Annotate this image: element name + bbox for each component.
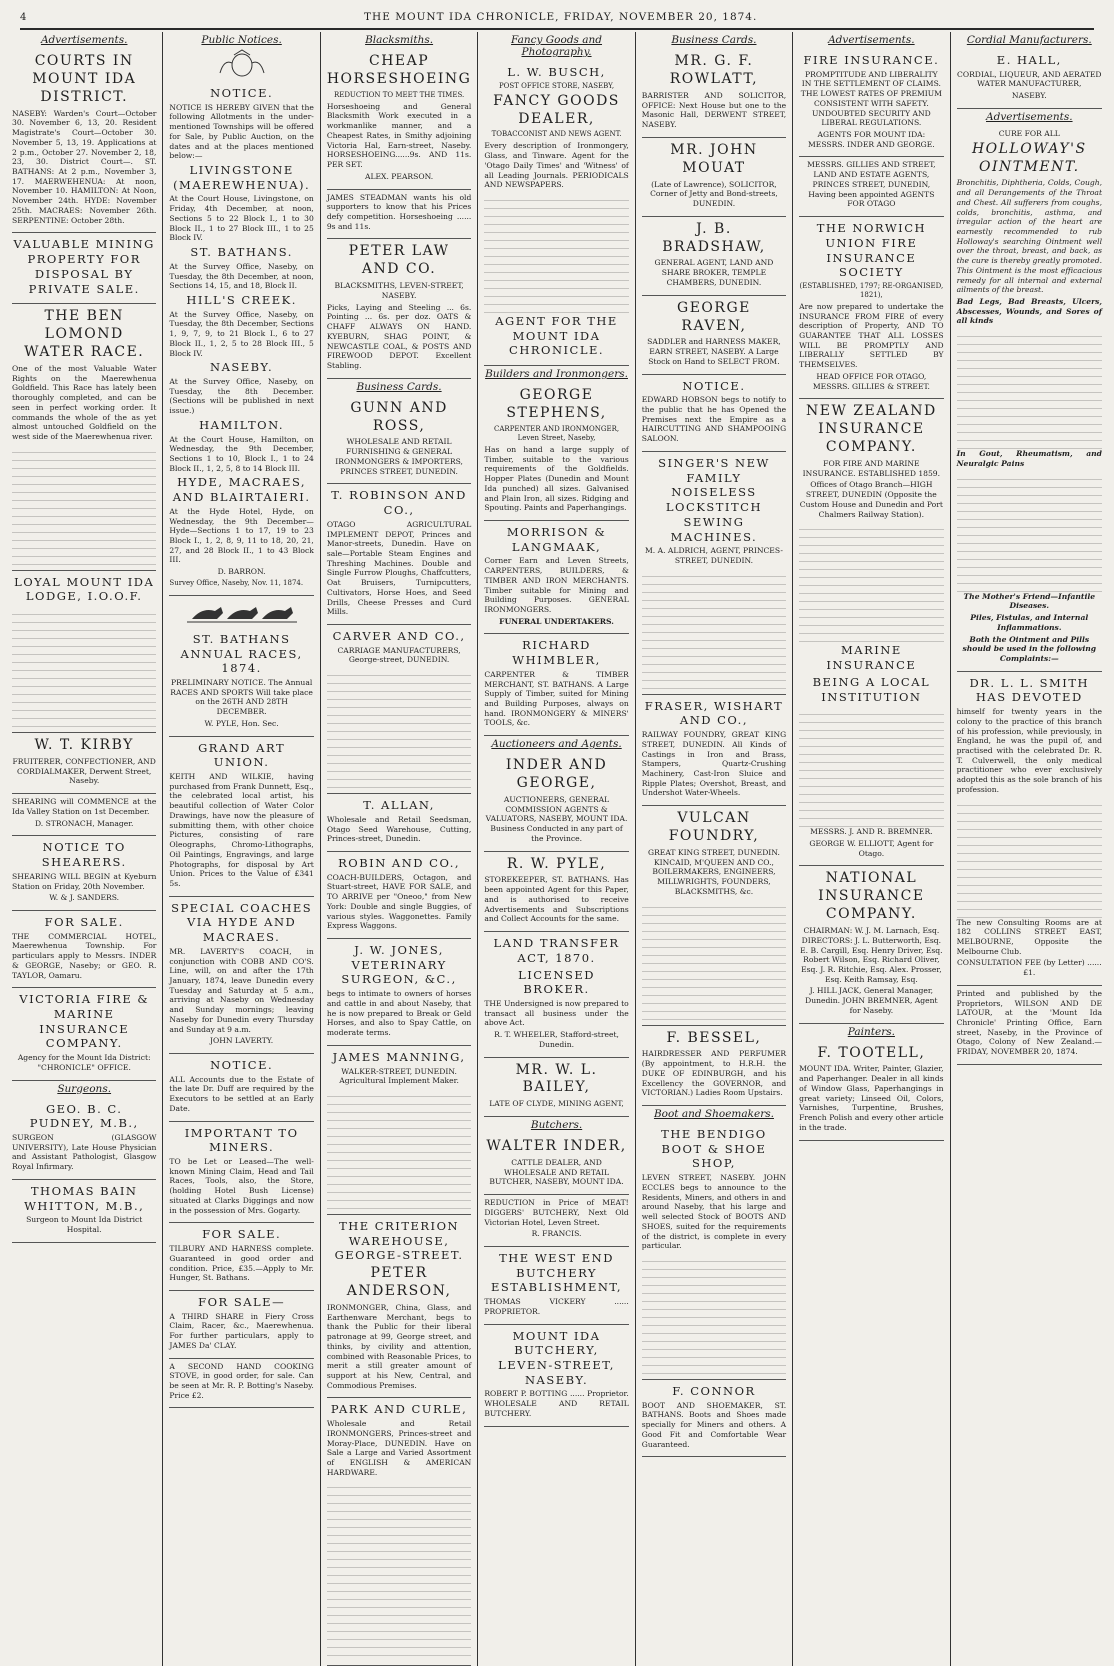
land-transfer-ad: [484, 932, 628, 1057]
ad-heading: J. W. JONES, VETERINARY SURGEON, &C.,: [341, 943, 457, 987]
ad-body: At the Court House, Hamilton, on Wednesday, the 9th December, Sections 1 to 10, Block I., 1 to 24 Block II., 1, 2, 5, 8 to 14 Block III.: [169, 434, 314, 473]
ad-heading: E. HALL,: [996, 53, 1062, 67]
nz-insurance-ad: [799, 399, 943, 866]
ad-signature: THOMAS VICKERY ...... PROPRIETOR.: [484, 1297, 629, 1316]
sub-heading: HAMILTON.: [199, 417, 285, 432]
ad-subheading: REDUCTION TO MEET THE TIMES.: [333, 90, 465, 99]
ad-heading: T. ALLAN,: [363, 798, 435, 813]
ad-body: Every description of Ironmongery, Glass, and Tinware. Agent for the 'Otago Daily Times' and 'Witness' of all Leading Journals. PERIODICALS AND NEWSPAPERS.: [484, 141, 629, 190]
ad-heading: FOR SALE.: [202, 1227, 282, 1242]
section-heading: Public Notices.: [201, 34, 282, 46]
ad-heading: JAMES MANNING,: [332, 1049, 466, 1064]
ad-body: OTAGO AGRICULTURAL IMPLEMENT DEPOT, Princes and Manor-streets, Dunedin. Have on sale—Portable Steam Engines and Threshing Machines. Double and Single Furrow Ploughs, Chaffcutters, Oat Bruisers, Turnipcutters, Cultivators, Horse Hoes, and Seed Drills, Cheese Presses and Curd Mills.: [326, 519, 472, 617]
ad-heading: GEORGE STEPHENS,: [506, 387, 607, 422]
column-7: [951, 32, 1108, 1666]
text-lines: [957, 329, 1102, 449]
stephens-ad: [484, 383, 628, 521]
ad-body: Bronchitis, Diphtheria, Colds, Cough, and all Derangements of the Throat and Chest. All sufferers from coughs, colds, bronchitis, asthma, and irregular action of the heart are earnestly recommended to rub Holloway's searching Ointment well over the throat, breast, and back, as the cure is thereby greatly promoted. This Ointment is the most efficacious remedy for all internal and external ailments of the breast.: [956, 178, 1102, 295]
coaches-ad: [169, 897, 313, 1054]
ad-subheading: Piles, Fistulas, and Internal Inflammations.: [970, 613, 1089, 632]
ad-subheading: The Mother's Friend—Infantile Diseases.: [963, 591, 1096, 611]
hotel-for-sale-ad: [12, 911, 156, 988]
ad-subheading: Both the Ointment and Pills should be used in the following Complaints:—: [962, 634, 1097, 663]
ad-subheading: In Gout, Rheumatism, and Neuralgic Pains: [956, 449, 1102, 468]
text-lines: [12, 445, 156, 565]
courts-ad: [12, 49, 156, 233]
ad-signature: W. PYLE, Hon. Sec.: [204, 718, 279, 728]
hall-cordial-ad: [957, 49, 1102, 109]
ad-body: CARRIAGE MANUFACTURERS, George-street, DUNEDIN.: [337, 645, 461, 665]
ad-heading: THE WEST END BUTCHERY ESTABLISHMENT,: [491, 1251, 623, 1295]
morrison-ad: [484, 521, 628, 634]
ad-heading: THE CRITERION WAREHOUSE, GEORGE-STREET.: [334, 1218, 464, 1263]
ad-signature: JOHN LAVERTY.: [210, 1036, 274, 1046]
ad-body: CARPENTER & TIMBER MERCHANT, ST. BATHANS. A Large Supply of Timber, suited for Mining and Building Purposes, always on hand. IRONMONGERY & MINERS' TOOLS, &c.: [484, 669, 629, 728]
inder-george-ad: [484, 753, 628, 851]
ad-body: Offices of Otago Branch—HIGH STREET, DUNEDIN (Opposite the Custom House and Dunedin and Port Chalmers Railway Station).: [799, 480, 943, 519]
ad-subheading: Bad Legs, Bad Breasts, Ulcers, Abscesses, Wounds, and Sores of all kinds: [956, 297, 1102, 326]
column-5: [636, 32, 793, 1666]
manning-ad: [327, 1046, 472, 1215]
ad-heading: VALUABLE MINING PROPERTY FOR DISPOSAL BY PRIVATE SALE.: [13, 237, 155, 296]
mouat-ad: [642, 138, 786, 217]
norwich-ad: [799, 217, 943, 399]
ad-body: JAMES STEADMAN wants his old supporters to know that his Prices defy competition. Horseshoeing ...... 9s and 11s.: [326, 192, 472, 231]
ad-heading: GEORGE RAVEN,: [677, 299, 751, 334]
ad-heading: F. CONNOR: [672, 1383, 756, 1398]
text-lines: [799, 522, 943, 642]
ad-body: Are now prepared to undertake the INSURANCE FROM FIRE of every description of Property, AND TO GUARANTEE THAT ALL LOSSES WILL BE PROMPTLY AND LIBERALLY SETTLED BY THEMSELVES.: [799, 301, 944, 370]
column-6: [793, 32, 950, 1666]
ad-body: GENERAL AGENT, LAND AND SHARE BROKER, TEMPLE CHAMBERS, DUNEDIN.: [654, 258, 774, 287]
singer-ad: [642, 452, 786, 695]
section-heading: Auctioneers and Agents.: [491, 738, 622, 751]
bradshaw-ad: [642, 217, 786, 296]
ad-body: CATTLE DEALER, AND WHOLESALE AND RETAIL BUTCHER, NASEBY, MOUNT IDA.: [489, 1157, 624, 1187]
victoria-insurance-ad: [12, 988, 156, 1080]
ad-body: LEVEN STREET, NASEBY. JOHN ECCLES begs to announce to the Residents, Miners, and others in and around Naseby, that his large and well selected Stock of BOOTS AND SHOES, suited for the requirements of the district, is complete in every particular.: [641, 1173, 787, 1251]
text-lines: [327, 668, 472, 788]
ad-body: COACH-BUILDERS, Octagon, and Stuart-street, HAVE FOR SALE, and TO ARRIVE per "Oneoo," from New York: Double and single Buggies, of various styles. Waggonettes. Family Express Waggons.: [326, 872, 472, 931]
ad-body: CONSULTATION FEE (by Letter) ...... £1.: [956, 958, 1102, 978]
ad-body: SHEARING WILL BEGIN at Kyeburn Station on Friday, 20th November.: [12, 871, 157, 891]
ad-heading: HOLLOWAY'S OINTMENT.: [971, 140, 1087, 175]
ad-heading: L. W. BUSCH,: [507, 65, 606, 79]
ad-heading: MR. W. L. BAILEY,: [515, 1061, 598, 1096]
ad-heading: COURTS IN MOUNT IDA DISTRICT.: [32, 53, 137, 105]
ad-body: HAIRDRESSER AND PERFUMER (By appointment, to H.R.H. the DUKE OF EDINBURGH, and his Excellency the GOVERNOR, and VICTORIAN.) Ladies Room Upstairs.: [641, 1049, 787, 1098]
ad-subheading: CARPENTER AND IRONMONGER, Leven Street, Naseby,: [494, 425, 620, 442]
ad-heading: NOTICE.: [682, 378, 746, 393]
section-heading: Boot and Shoemakers.: [653, 1108, 774, 1121]
pyle-ad: [484, 852, 628, 933]
ad-signature: D. STRONACH, Manager.: [34, 818, 134, 828]
sub-heading: HYDE, MACRAES, AND BLAIRTAIERI.: [172, 475, 311, 505]
ad-heading: ST. BATHANS ANNUAL RACES, 1874.: [180, 631, 303, 676]
ad-signature: MESSRS. J. AND R. BREMNER.: [810, 827, 933, 837]
ad-heading: THE BEN LOMOND WATER RACE.: [24, 308, 145, 361]
ad-body: Agency for the Mount Ida District: "CHRONICLE" OFFICE.: [17, 1053, 151, 1072]
cooking-stove-ad: [169, 1359, 313, 1409]
kirby-ad: [12, 733, 156, 794]
section-heading: Blacksmiths.: [365, 34, 434, 46]
ad-signature: HEAD OFFICE FOR OTAGO, MESSRS. GILLIES & STREET.: [812, 371, 930, 391]
criterion-ad: [327, 1215, 472, 1398]
allan-ad: [327, 794, 472, 852]
ad-body: IRONMONGER, China, Glass, and Earthenware Merchant, begs to thank the Public for their liberal patronage at 99, George street, and thinks, by civility and attention, combined with Reasonable Prices, to merit a still greater amount of support at his New, Central, and Commodious Premises.: [326, 1302, 472, 1390]
text-lines: [327, 1480, 472, 1660]
section-heading: Cordial Manufacturers.: [966, 34, 1092, 46]
text-lines: [642, 1254, 786, 1374]
ad-heading: PETER ANDERSON,: [346, 1265, 452, 1300]
connor-ad: [642, 1380, 786, 1457]
ad-body: One of the most Valuable Water Rights on the Maerewhenua Goldfield. This Race has lately been thoroughly completed, and can be seen in perfect working order. It commands the whole of the as yet almost untouched Goldfield on the west side of the Maerewhenua river.: [12, 363, 157, 441]
ad-body: SADDLER and HARNESS MAKER, EARN STREET, NASEBY. A Large Stock on Hand to SELECT FROM.: [647, 337, 781, 366]
ad-heading: BEING A LOCAL INSTITUTION: [812, 674, 931, 704]
ad-heading: VICTORIA FIRE & MARINE INSURANCE COMPANY.: [19, 992, 150, 1051]
vulcan-ad: [642, 806, 786, 1025]
ad-body: At the Court House, Livingstone, on Friday, 4th December, at noon, Sections 5 to 22 Block I., 1 to 30 Block II., 1 to 27 Block III., 1 to 25 Block IV.: [169, 194, 314, 243]
sub-heading: NASEBY.: [210, 360, 274, 375]
text-lines: [12, 607, 156, 727]
west-end-butchery-ad: [484, 1247, 628, 1325]
ad-body: ROBERT P. BOTTING ...... Proprietor. WHOLESALE AND RETAIL BUTCHERY.: [484, 1389, 629, 1418]
text-lines: [799, 707, 943, 827]
tilbury-ad: [169, 1223, 313, 1291]
races-ad: [169, 628, 313, 737]
ad-body: TILBURY AND HARNESS complete. Guaranteed in good order and condition. Price, £35.—Apply to Mr. Hunger, St. Bathans.: [169, 1244, 314, 1283]
ad-body: THE COMMERCIAL HOTEL, Maerewhenua Township. For particulars apply to Messrs. INDER & GEORGE, Naseby; or GEO. R. TAYLOR, Oamaru.: [12, 931, 157, 980]
ad-body: At the Survey Office, Naseby, on Tuesday, the 8th December, Sections 1, 9, 7, 9, to 21 Block I., 6 to 27 Block II., 1, 2, 5 to 28 Block III., 5 Block IV.: [169, 309, 314, 358]
ad-heading: WALTER INDER,: [486, 1138, 627, 1155]
ad-body: Picks, Laying and Steeling ... 6s. Pointing ... 6s. per doz. OATS & CHAFF ALWAYS ON HAND. KYEBURN, SHAG POINT, & NEWCASTLE COAL, & POSTS AND FIREWOOD DEPOT. Excellent Stabling.: [326, 302, 472, 370]
ad-heading: THE NORWICH UNION FIRE INSURANCE SOCIETY: [816, 221, 927, 280]
ad-body: AGENTS FOR MOUNT IDA: MESSRS. INDER AND GEORGE.: [808, 130, 935, 149]
section-heading: Business Cards.: [671, 34, 757, 46]
column-4: [478, 32, 635, 1666]
ad-heading: FRASER, WISHART AND CO.,: [644, 698, 784, 728]
ad-body: KEITH AND WILKIE, having purchased from Frank Dunnett, Esq., the celebrated local artist, his beautiful collection of Water Color Drawings, have now the pleasure of submitting them, with other choice Pictures, consisting of rare Oleographs, Chromo-Lithographs, Oil Paintings, Engravings, and large Photographs, for disposal by Art Union. Prices to the Value of £341 5s.: [169, 772, 314, 888]
ad-heading: NOTICE.: [210, 1058, 274, 1073]
ad-body: At the Hyde Hotel, Hyde, on Wednesday, the 9th December—Hyde—Sections 1 to 17, 19 to 23 Block I., 1, 2, 8, 9, 11 to 18, 20, 21, 27, and 28 Block II., 1 to 43 Block III.: [169, 506, 314, 565]
ad-body: AUCTIONEERS, GENERAL COMMISSION AGENTS & VALUATORS, NASEBY, MOUNT IDA. Business Conducted in any part of the Province.: [485, 794, 628, 843]
section-heading: Advertisements.: [40, 34, 128, 46]
ad-signature: ALEX. PEARSON.: [364, 171, 434, 181]
ad-heading: LICENSED BROKER.: [518, 967, 595, 997]
sub-heading: LIVINGSTONE (MAEREWHENUA).: [173, 163, 311, 192]
ad-heading: VULCAN FOUNDRY,: [668, 810, 760, 845]
ad-heading: FOR SALE—: [198, 1294, 286, 1309]
ad-body: NOTICE IS HEREBY GIVEN that the following Allotments in the under-mentioned Townships will be offered for Sale, by Public Auction, on the dates and at the places mentioned below:—: [169, 102, 314, 161]
ad-heading: NOTICE.: [210, 86, 274, 100]
ad-heading: MOUNT IDA BUTCHERY, LEVEN-STREET, NASEBY.: [498, 1328, 615, 1387]
ad-heading: RICHARD WHIMBLER,: [512, 638, 601, 668]
ad-heading: SINGER'S NEW FAMILY NOISELESS LOCKSTITCH SEWING MACHINES.: [658, 455, 770, 544]
ad-subheading: POST OFFICE STORE, NASEBY,: [498, 81, 615, 90]
ad-body: WHOLESALE AND RETAIL FURNISHING & GENERAL IRONMONGERS & IMPORTERS, PRINCES STREET, DUNEDIN.: [335, 437, 463, 476]
ad-body: NASEBY: Warden's Court—October 30. November 6, 13, 20. Resident Magistrate's Court—October 30. November 5, 13, 19. Applications at 2 p.m., October 27. November 2, 18, 23, 30. District Court—. ST. BATHANS: At 2 p.m., November 3, 17. MAERWEHENUA: At noon, November 10. HAMILTON: At Noon, November 24th. HYDE: November 25th. MACRAES: November 26th. SERPENTINE: October 28th.: [12, 108, 157, 225]
ad-subheading: BLACKSMITHS, LEVEN-STREET, NASEBY.: [334, 281, 464, 300]
ad-signature: J. HILL JACK, General Manager, Dunedin. JOHN BREMNER, Agent for Naseby.: [805, 986, 938, 1015]
bailey-ad: [484, 1058, 628, 1118]
pudney-ad: [12, 1098, 156, 1180]
ad-heading: THE BENDIGO BOOT & SHOE SHOP,: [661, 1127, 767, 1171]
robinson-ad: [327, 484, 472, 625]
whimbler-ad: [484, 634, 628, 736]
art-union-ad: [169, 737, 313, 897]
section-heading: Surgeons.: [57, 1082, 112, 1095]
section-heading: Fancy Goods and Photography.: [511, 34, 603, 58]
royal-crest-image: [169, 49, 313, 79]
ad-heading: CARVER AND CO.,: [332, 628, 466, 643]
bendigo-ad: [642, 1123, 786, 1380]
ad-heading: GRAND ART UNION.: [198, 740, 286, 770]
ad-heading: MARINE INSURANCE: [826, 643, 917, 673]
ad-body: WALKER-STREET, DUNEDIN. Agricultural Implement Maker.: [339, 1066, 459, 1086]
section-heading: Advertisements.: [828, 34, 915, 46]
ad-heading: PARK AND CURLE,: [330, 1402, 468, 1417]
ad-body: FOR FIRE AND MARINE INSURANCE. ESTABLISHED 1859.: [802, 459, 941, 478]
hobson-ad: [642, 375, 786, 452]
ad-heading: R. W. PYLE,: [506, 855, 607, 872]
ad-body: REDUCTION in Price of MEAT! DIGGERS' BUTCHERY, Next Old Victorian Hotel, Leven Street.: [484, 1198, 629, 1227]
ad-heading: FIRE INSURANCE.: [803, 53, 940, 67]
section-heading: Builders and Ironmongers.: [485, 368, 628, 381]
sub-heading: HILL'S CREEK.: [186, 292, 297, 307]
mount-ida-butchery-ad: [484, 1325, 628, 1427]
busch-ad: [484, 61, 628, 366]
ad-heading: FANCY GOODS DEALER,: [493, 92, 620, 127]
text-lines: [484, 193, 628, 313]
ad-heading: W. T. KIRBY: [34, 737, 134, 754]
ad-body: At the Survey Office, Naseby, on Tuesday, the 8th December. (Sections will be published in next issue.): [169, 376, 314, 416]
ad-body: (Late of Lawrence), SOLICITOR, Corner of Jetty and Bond-streets, DUNEDIN.: [650, 179, 778, 208]
ad-heading: AGENT FOR THE MOUNT IDA CHRONICLE.: [495, 314, 618, 358]
printer-imprint: [957, 986, 1102, 1065]
ad-body: Corner Earn and Leven Streets, CARPENTERS, BUILDERS, & TIMBER AND IRON MERCHANTS. Timber suitable for Mining and Building Purposes. GENERAL IRONMONGERS.: [484, 556, 629, 614]
ad-body: RAILWAY FOUNDRY, GREAT KING STREET, DUNEDIN. All Kinds of Castings in Iron and Brass, Stampers, Quartz-Crushing Machinery, Cast-Iron Sluice and Ripple Plates; Overshot, Breast, and Undershot Water-Wheels.: [641, 730, 787, 798]
ad-heading: SPECIAL COACHES VIA HYDE AND MACRAES.: [171, 900, 313, 945]
whitton-ad: [12, 1180, 156, 1243]
page-number: 4: [20, 11, 28, 23]
ad-body: SURGEON (GLASGOW UNIVERSITY), Late House Physician and Assistant Pathologist, Glasgow Royal Infirmary.: [12, 1133, 157, 1172]
text-lines: [642, 569, 786, 689]
ad-body: BOOT AND SHOEMAKER, ST. BATHANS. Boots and Shoes made specially for Miners and others. A Good Fit and Comfortable Wear Guaranteed.: [641, 1400, 787, 1449]
ad-body: PRELIMINARY NOTICE. The Annual RACES AND SPORTS Will take place on the 26TH AND 28TH DECEMBER.: [170, 678, 313, 717]
carver-ad: [327, 625, 472, 794]
text-lines: [957, 798, 1102, 918]
ad-heading: DR. L. L. SMITH HAS DEVOTED: [969, 675, 1090, 705]
shearing-ad: [12, 794, 156, 836]
ad-body: MOUNT IDA. Writer, Painter, Glazier, and Paperhanger. Dealer in all kinds of Window Glass, Paperhangings in great variety; Linseed Oil, Colors, Varnishes, Turpentine, Brushes, French Polish and every other article in the trade.: [799, 1064, 944, 1132]
newspaper-title: THE MOUNT IDA CHRONICLE, FRIDAY, NOVEMBER 20, 1874.: [364, 11, 758, 23]
ad-signature: R. T. WHEELER, Stafford-street, Dunedin.: [494, 1030, 619, 1049]
section-heading: Business Cards.: [356, 380, 442, 393]
bessel-ad: [642, 1026, 786, 1107]
ad-subheading: FUNERAL UNDERTAKERS.: [499, 616, 614, 626]
diggers-butchery-ad: [484, 1195, 628, 1247]
lodge-ad: [12, 571, 156, 733]
ad-heading: PETER LAW AND CO.: [348, 243, 450, 278]
fraser-ad: [642, 695, 786, 806]
ad-signature: GEORGE W. ELLIOTT, Agent for Otago.: [809, 838, 934, 858]
miners-ad: [169, 1122, 313, 1224]
ad-body: CHAIRMAN: W. J. M. Larnach, Esq. DIRECTORS: J. L. Butterworth, Esq. E. B. Cargill, Esq. Henry Driver, Esq. Robert Wilson, Esq. Richard Oliver, Esq. J. R. Ritchie, Esq. Alex. Prosser, Esq. Keith Ramsay, Esq.: [800, 926, 943, 984]
ad-body: Has on hand a large supply of Timber, suitable to the various requirements of the Goldfields. Hopper Plates (Dunedin and Mount Ida punched) all sizes. Galvanised and Plain Iron, all sizes. Ridging and Spouting. Paints and Paperhangings.: [484, 444, 629, 513]
ad-body: The new Consulting Rooms are at 182 COLLINS STREET EAST, MELBOURNE, Opposite the Melbourne Club.: [956, 917, 1102, 956]
ben-lomond-ad: [12, 304, 156, 570]
column-1: [6, 32, 163, 1666]
text-lines: [642, 900, 786, 1020]
ad-signature: W. & J. SANDERS.: [49, 893, 120, 903]
section-heading: Butchers.: [530, 1119, 583, 1132]
robin-ad: [327, 852, 472, 939]
ad-signature: R. FRANCIS.: [531, 1229, 582, 1239]
ad-body: ALL Accounts due to the Estate of the late Dr. Duff are required by the Executors to be settled at an Early Date.: [169, 1074, 314, 1113]
ad-heading: CHEAP HORSESHOEING: [326, 53, 472, 87]
claim-share-ad: [169, 1291, 313, 1359]
ad-heading: FOR SALE.: [44, 914, 124, 929]
ad-body: Surgeon to Mount Ida District Hospital.: [26, 1215, 143, 1235]
ad-signature: D. BARRON.: [217, 567, 266, 577]
ad-heading: MR. JOHN MOUAT: [670, 141, 758, 176]
jones-ad: [327, 939, 472, 1046]
ad-body: THE Undersigned is now prepared to transact all business under the above Act.: [484, 998, 629, 1028]
mining-property-ad: [12, 233, 156, 304]
horseshoeing-ad: [327, 49, 472, 190]
peter-law-ad: [327, 239, 472, 378]
fire-insurance-ad: [799, 49, 943, 157]
estate-notice: [169, 1054, 313, 1122]
national-insurance-ad: [799, 866, 943, 1023]
ad-signature: M. A. ALDRICH, AGENT, PRINCES-STREET, DUNEDIN.: [645, 546, 783, 565]
ad-body: GREAT KING STREET, DUNEDIN. KINCAID, M'QUEEN AND CO., BOILERMAKERS, ENGINEERS, MILLWRIGHTS, FOUNDERS, BLACKSMITHS, &c.: [648, 847, 780, 896]
column-2: [163, 32, 320, 1666]
walter-inder-ad: [484, 1134, 628, 1195]
ad-body: Wholesale and Retail Seedsman, Otago Seed Warehouse, Cutting, Princes-street, Dunedin.: [326, 814, 472, 844]
ad-body: LATE OF CLYDE, MINING AGENT,: [489, 1099, 624, 1109]
tootell-ad: [799, 1041, 943, 1141]
smith-ad: [957, 672, 1102, 986]
ad-heading: NOTICE TO SHEARERS.: [41, 840, 127, 870]
ad-subheading: (ESTABLISHED, 1797; RE-ORGANISED, 1821),: [799, 281, 944, 299]
ad-body: STOREKEEPER, ST. BATHANS. Has been appointed Agent for this Paper, and is authorised to receive Advertisements and Subscriptions and Collect Accounts for the same.: [484, 875, 629, 924]
ad-body: A THIRD SHARE in Fiery Cross Claim, Racer, &c., Maerewhenua. For further particulars, apply to JAMES Da' CLAY.: [169, 1311, 314, 1350]
text-lines: [957, 472, 1102, 592]
ad-signature: Survey Office, Naseby, Nov. 11, 1874.: [169, 578, 304, 587]
park-curle-ad: [327, 1398, 472, 1666]
ad-subheading: CURE FOR ALL: [998, 128, 1060, 138]
ad-heading: GEO. B. C. PUDNEY, M.B.,: [29, 1101, 139, 1131]
ad-heading: F. BESSEL,: [666, 1029, 762, 1046]
land-sale-notice: [169, 82, 313, 596]
ad-body: FRUITERER, CONFECTIONER, AND CORDIALMAKER, Derwent Street, Naseby.: [12, 757, 156, 786]
ad-body: CORDIAL, LIQUEUR, AND AERATED WATER MANUFACTURER,: [957, 69, 1102, 89]
ad-heading: MR. G. F. ROWLATT,: [669, 53, 759, 87]
ad-heading: GUNN AND ROSS,: [350, 399, 448, 434]
ad-heading: LOYAL MOUNT IDA LODGE, I.O.O.F.: [14, 574, 155, 604]
ad-heading: MORRISON & LANGMAAK,: [506, 524, 607, 554]
holloway-ad: [957, 126, 1102, 672]
horse-race-image: [169, 599, 313, 625]
rowlatt-ad: [642, 49, 786, 138]
ad-body: PROMPTITUDE AND LIBERALITY IN THE SETTLEMENT OF CLAIMS. THE LOWEST RATES OF PREMIUM CONSISTENT WITH SAFETY. UNDOUBTED SECURITY AND LIBERAL REGULATIONS.: [800, 69, 942, 128]
text-lines: [327, 1089, 472, 1209]
ad-body: EDWARD HOBSON begs to notify to the public that he has Opened the Premises next the Empire as a HAIRCUTTING AND SHAMPOOING SALOON.: [641, 395, 787, 444]
ad-heading: INDER AND GEORGE,: [505, 757, 608, 792]
columns: [6, 32, 1108, 1477]
masthead: [20, 6, 1094, 30]
ad-body: Printed and published by the Proprietors, WILSON AND DE LATOUR, at the 'Mount Ida Chronicle' Printing Office, Earn street, Naseby, in the Province of Otago, Colony of New Zealand.—FRIDAY, NOVEMBER 20, 1874.: [956, 988, 1102, 1057]
raven-ad: [642, 296, 786, 375]
ad-body: MR. LAVERTY'S COACH, in conjunction with COBB AND CO'S. Line, will, on and after the 17th January, 1874, leave Dunedin every Tuesday and Saturday at 5 a.m., arriving at Naseby on Wednesday and Sunday mornings; leaving Naseby for Dunedin every Thursday and Sunday at 9 a.m.: [169, 946, 314, 1034]
ad-body: himself for twenty years in the colony to the practice of this branch of his profession, while previously, in England, he was the pupil of, and practised with the celebrated Dr. R. T. Culverwell, the only medical practitioner who ever exclusively adopted this as the sole branch of his profession.: [956, 707, 1102, 794]
ad-heading: ROBIN AND CO.,: [338, 856, 461, 871]
ad-subheading: TOBACCONIST AND NEWS AGENT.: [491, 130, 622, 139]
ad-body: At the Survey Office, Naseby, on Tuesday, the 8th December, at noon, Sections 14, 15, and 18, Block II.: [169, 261, 314, 291]
column-3: [321, 32, 479, 1666]
section-heading: Advertisements.: [986, 110, 1073, 123]
ad-heading: LAND TRANSFER ACT, 1870.: [493, 936, 620, 965]
ad-body: SHEARING will COMMENCE at the Ida Valley Station on 1st December.: [12, 797, 157, 816]
steadman-ad: [327, 190, 472, 240]
shearers-ad: [12, 836, 156, 911]
ad-heading: J. B. BRADSHAW,: [662, 220, 766, 255]
ad-heading: T. ROBINSON AND CO.,: [331, 488, 467, 518]
ad-body: Horseshoeing and General Blacksmith Work executed in a workmanlike manner, and a Cheapest Rates, in Smithy adjoining Victoria Hal, Earn-street, Naseby. HORSESHOEING......9s. AND 11s. PER SET.: [326, 101, 472, 170]
ad-body: TO be Let or Leased—The well-known Mining Claim, Head and Tail Races, Tools, also, the Store, (holding Hotel Bush License) situated at Clarks Diggings and now in the possession of Mrs. Gogarty.: [169, 1157, 314, 1215]
ad-body: BARRISTER AND SOLICITOR, OFFICE: Next House but one to the Masonic Hall, DERWENT STREET, NASEBY.: [641, 90, 787, 129]
gillies-ad: [799, 157, 943, 217]
ad-body: begs to intimate to owners of horses and cattle in and about Naseby, that he is now prepared to Break or Geld Horses, and also to Spay Cattle, on moderate terms.: [326, 989, 472, 1038]
ad-body: Wholesale and Retail IRONMONGERS, Princes-street and Moray-Place, DUNEDIN. Have on Sale a Large and Varied Assortment of ENGLISH & AMERICAN HARDWARE.: [326, 1419, 472, 1477]
ad-heading: NEW ZEALAND INSURANCE COMPANY.: [805, 403, 937, 456]
section-heading: Painters.: [847, 1025, 895, 1038]
ad-body: NASEBY.: [1011, 91, 1047, 101]
ad-body: MESSRS. GILLIES AND STREET, LAND AND ESTATE AGENTS, PRINCES STREET, DUNEDIN, Having been appointed AGENTS FOR OTAGO: [807, 160, 936, 209]
ad-heading: IMPORTANT TO MINERS.: [184, 1125, 299, 1155]
ad-heading: NATIONAL INSURANCE COMPANY.: [818, 870, 925, 923]
sub-heading: ST. BATHANS.: [190, 245, 293, 260]
gunn-ross-ad: [327, 396, 472, 485]
ad-heading: F. TOOTELL,: [817, 1044, 926, 1061]
ad-heading: THOMAS BAIN WHITTON, M.B.,: [24, 1183, 145, 1213]
ad-body: A SECOND HAND COOKING STOVE, in good order, for sale. Can be seen at Mr. R. P. Botting's Naseby. Price £2.: [169, 1361, 314, 1400]
